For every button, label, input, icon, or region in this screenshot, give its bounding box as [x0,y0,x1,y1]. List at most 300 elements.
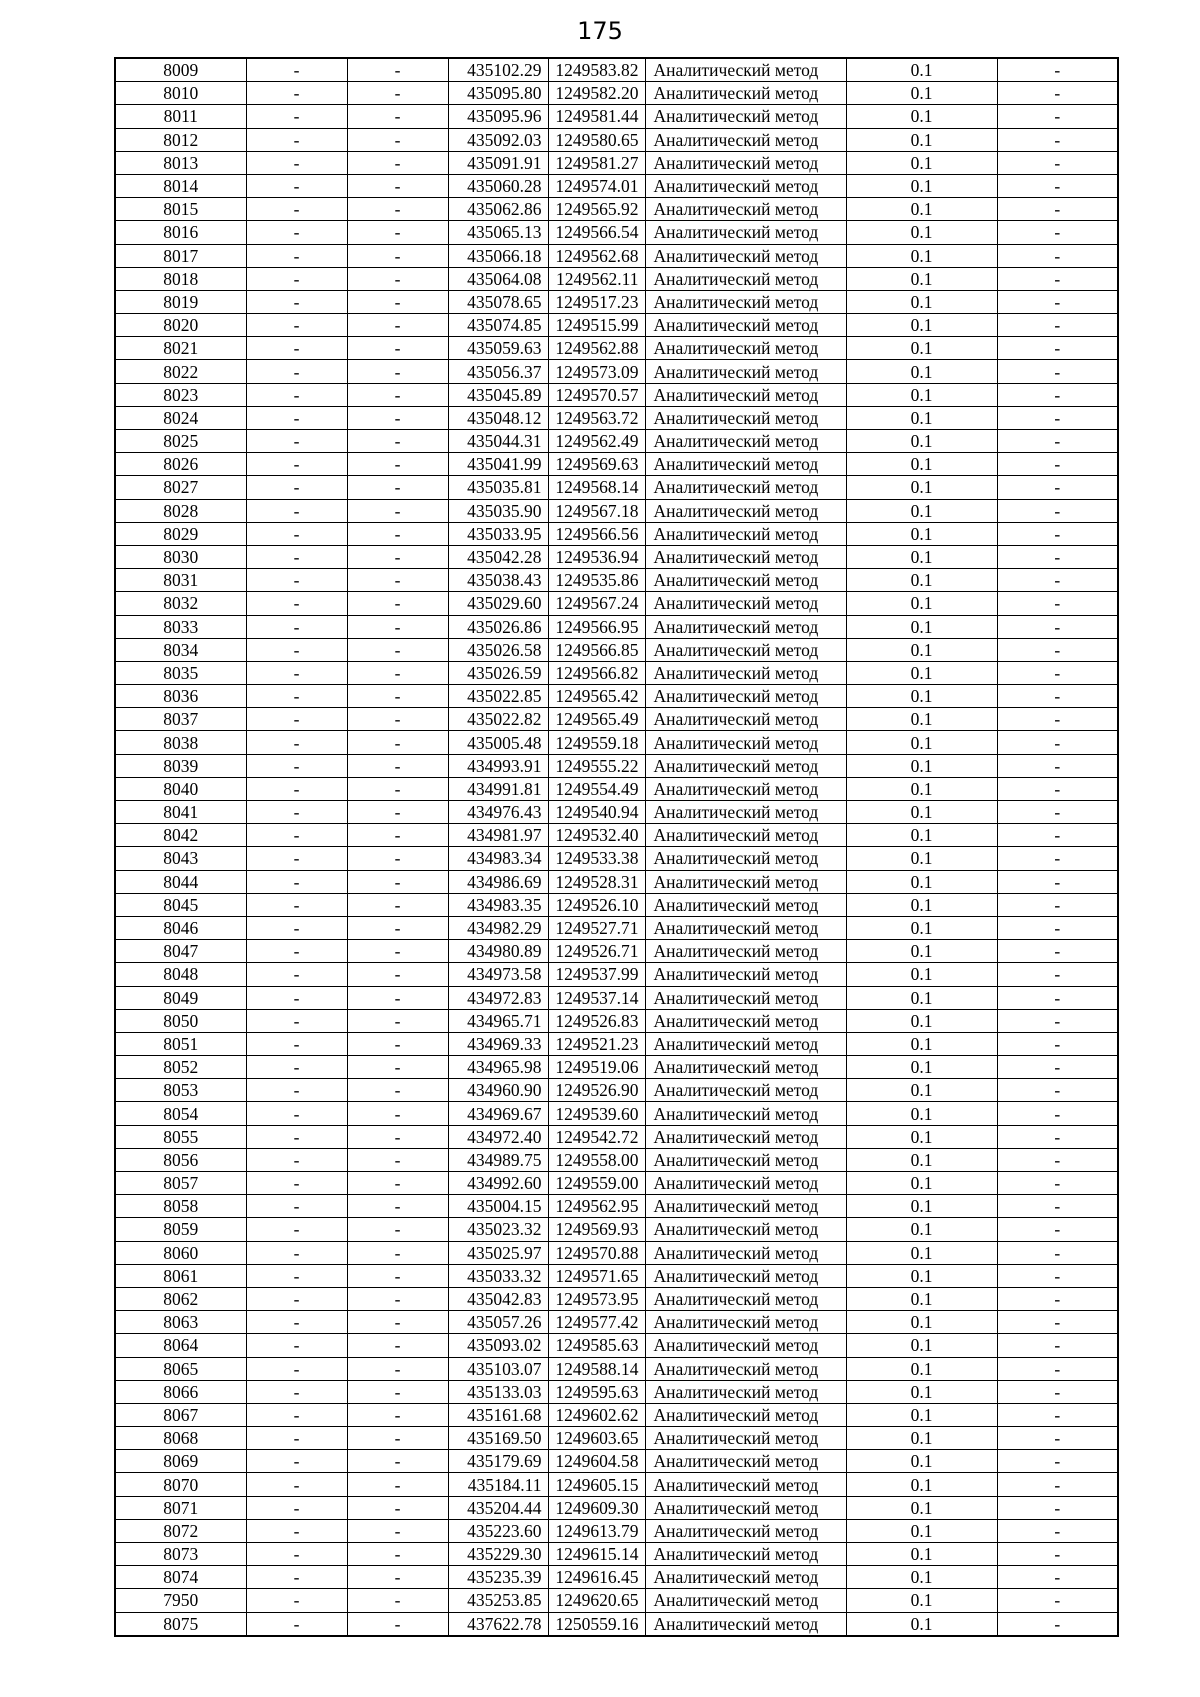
empty-value-cell: - [997,244,1118,267]
empty-value-cell: - [246,615,347,638]
table-row [115,337,1118,360]
point-number-cell: 8017 [115,244,246,267]
method-cell: Аналитический метод [645,801,846,824]
x-coordinate-cell: 434982.29 [448,916,548,939]
empty-value-cell: - [246,1218,347,1241]
x-coordinate-cell: 434969.33 [448,1032,548,1055]
precision-cell: 0.1 [846,1056,997,1079]
point-number-cell: 8050 [115,1009,246,1032]
y-coordinate-cell: 1249602.62 [548,1403,645,1426]
point-number-cell: 8035 [115,661,246,684]
empty-value-cell: - [997,916,1118,939]
x-coordinate-cell: 435093.02 [448,1334,548,1357]
table-row [115,963,1118,986]
empty-value-cell: - [997,1566,1118,1589]
y-coordinate-cell: 1249562.49 [548,430,645,453]
y-coordinate-cell: 1249562.68 [548,244,645,267]
table-row [115,1427,1118,1450]
empty-value-cell: - [997,1079,1118,1102]
table-row [115,638,1118,661]
x-coordinate-cell: 435092.03 [448,128,548,151]
precision-cell: 0.1 [846,569,997,592]
x-coordinate-cell: 435038.43 [448,569,548,592]
precision-cell: 0.1 [846,615,997,638]
x-coordinate-cell: 435004.15 [448,1195,548,1218]
empty-value-cell: - [347,1612,448,1636]
empty-value-cell: - [997,105,1118,128]
empty-value-cell: - [347,174,448,197]
point-number-cell: 8012 [115,128,246,151]
empty-value-cell: - [246,777,347,800]
precision-cell: 0.1 [846,1009,997,1032]
empty-value-cell: - [246,383,347,406]
table-row [115,314,1118,337]
x-coordinate-cell: 435022.82 [448,708,548,731]
empty-value-cell: - [246,847,347,870]
empty-value-cell: - [347,244,448,267]
point-number-cell: 8030 [115,545,246,568]
y-coordinate-cell: 1249536.94 [548,545,645,568]
point-number-cell: 8016 [115,221,246,244]
precision-cell: 0.1 [846,893,997,916]
empty-value-cell: - [997,1056,1118,1079]
table-row [115,58,1118,82]
y-coordinate-cell: 1249519.06 [548,1056,645,1079]
precision-cell: 0.1 [846,337,997,360]
table-row [115,1218,1118,1241]
x-coordinate-cell: 435022.85 [448,685,548,708]
empty-value-cell: - [997,1380,1118,1403]
method-cell: Аналитический метод [645,1264,846,1287]
y-coordinate-cell: 1249562.88 [548,337,645,360]
precision-cell: 0.1 [846,1543,997,1566]
precision-cell: 0.1 [846,1566,997,1589]
x-coordinate-cell: 437622.78 [448,1612,548,1636]
empty-value-cell: - [997,1589,1118,1612]
table-row [115,1403,1118,1426]
y-coordinate-cell: 1249540.94 [548,801,645,824]
table-row [115,1311,1118,1334]
point-number-cell: 8049 [115,986,246,1009]
point-number-cell: 8028 [115,499,246,522]
empty-value-cell: - [997,708,1118,731]
precision-cell: 0.1 [846,1496,997,1519]
empty-value-cell: - [997,1172,1118,1195]
empty-value-cell: - [246,1496,347,1519]
empty-value-cell: - [347,847,448,870]
empty-value-cell: - [997,174,1118,197]
empty-value-cell: - [997,151,1118,174]
precision-cell: 0.1 [846,1427,997,1450]
point-number-cell: 8033 [115,615,246,638]
empty-value-cell: - [997,128,1118,151]
precision-cell: 0.1 [846,174,997,197]
table-row [115,221,1118,244]
x-coordinate-cell: 435091.91 [448,151,548,174]
table-row [115,731,1118,754]
table-row [115,198,1118,221]
point-number-cell: 8042 [115,824,246,847]
empty-value-cell: - [246,1148,347,1171]
x-coordinate-cell: 434972.83 [448,986,548,1009]
y-coordinate-cell: 1249559.18 [548,731,645,754]
point-number-cell: 8055 [115,1125,246,1148]
empty-value-cell: - [347,1450,448,1473]
point-number-cell: 8052 [115,1056,246,1079]
y-coordinate-cell: 1249567.24 [548,592,645,615]
precision-cell: 0.1 [846,198,997,221]
point-number-cell: 8046 [115,916,246,939]
table-row [115,1334,1118,1357]
empty-value-cell: - [347,1543,448,1566]
empty-value-cell: - [347,1009,448,1032]
empty-value-cell: - [997,685,1118,708]
y-coordinate-cell: 1249565.49 [548,708,645,731]
empty-value-cell: - [347,1589,448,1612]
x-coordinate-cell: 435033.95 [448,522,548,545]
empty-value-cell: - [246,638,347,661]
empty-value-cell: - [246,1334,347,1357]
empty-value-cell: - [997,337,1118,360]
y-coordinate-cell: 1249588.14 [548,1357,645,1380]
x-coordinate-cell: 435042.28 [448,545,548,568]
method-cell: Аналитический метод [645,522,846,545]
point-number-cell: 8059 [115,1218,246,1241]
empty-value-cell: - [246,1566,347,1589]
precision-cell: 0.1 [846,1311,997,1334]
empty-value-cell: - [997,777,1118,800]
precision-cell: 0.1 [846,1519,997,1542]
precision-cell: 0.1 [846,314,997,337]
table-row [115,105,1118,128]
precision-cell: 0.1 [846,1125,997,1148]
precision-cell: 0.1 [846,1218,997,1241]
empty-value-cell: - [997,801,1118,824]
empty-value-cell: - [246,569,347,592]
precision-cell: 0.1 [846,870,997,893]
empty-value-cell: - [997,1357,1118,1380]
y-coordinate-cell: 1249604.58 [548,1450,645,1473]
empty-value-cell: - [347,453,448,476]
method-cell: Аналитический метод [645,685,846,708]
empty-value-cell: - [347,82,448,105]
empty-value-cell: - [997,1496,1118,1519]
method-cell: Аналитический метод [645,1380,846,1403]
y-coordinate-cell: 1249565.92 [548,198,645,221]
x-coordinate-cell: 434993.91 [448,754,548,777]
empty-value-cell: - [347,1148,448,1171]
empty-value-cell: - [997,940,1118,963]
empty-value-cell: - [347,1287,448,1310]
point-number-cell: 8057 [115,1172,246,1195]
x-coordinate-cell: 435066.18 [448,244,548,267]
method-cell: Аналитический метод [645,1241,846,1264]
precision-cell: 0.1 [846,801,997,824]
empty-value-cell: - [246,661,347,684]
empty-value-cell: - [347,1218,448,1241]
table-row [115,1195,1118,1218]
empty-value-cell: - [347,1056,448,1079]
empty-value-cell: - [246,58,347,82]
y-coordinate-cell: 1249521.23 [548,1032,645,1055]
precision-cell: 0.1 [846,499,997,522]
method-cell: Аналитический метод [645,128,846,151]
table-row [115,1473,1118,1496]
table-row [115,1102,1118,1125]
table-row [115,1543,1118,1566]
empty-value-cell: - [246,1543,347,1566]
point-number-cell: 8023 [115,383,246,406]
method-cell: Аналитический метод [645,638,846,661]
table-row [115,1589,1118,1612]
y-coordinate-cell: 1249515.99 [548,314,645,337]
x-coordinate-cell: 434960.90 [448,1079,548,1102]
precision-cell: 0.1 [846,777,997,800]
empty-value-cell: - [246,893,347,916]
empty-value-cell: - [997,221,1118,244]
point-number-cell: 8043 [115,847,246,870]
method-cell: Аналитический метод [645,708,846,731]
precision-cell: 0.1 [846,267,997,290]
point-number-cell: 8013 [115,151,246,174]
empty-value-cell: - [246,940,347,963]
point-number-cell: 8047 [115,940,246,963]
empty-value-cell: - [246,1589,347,1612]
method-cell: Аналитический метод [645,847,846,870]
empty-value-cell: - [997,1427,1118,1450]
table-row [115,1172,1118,1195]
x-coordinate-cell: 435223.60 [448,1519,548,1542]
method-cell: Аналитический метод [645,499,846,522]
method-cell: Аналитический метод [645,360,846,383]
x-coordinate-cell: 434965.71 [448,1009,548,1032]
x-coordinate-cell: 435026.58 [448,638,548,661]
precision-cell: 0.1 [846,1148,997,1171]
empty-value-cell: - [997,314,1118,337]
method-cell: Аналитический метод [645,406,846,429]
empty-value-cell: - [997,1102,1118,1125]
empty-value-cell: - [347,522,448,545]
y-coordinate-cell: 1249603.65 [548,1427,645,1450]
table-row [115,685,1118,708]
table-row [115,916,1118,939]
empty-value-cell: - [997,893,1118,916]
y-coordinate-cell: 1249581.27 [548,151,645,174]
empty-value-cell: - [347,58,448,82]
precision-cell: 0.1 [846,1032,997,1055]
empty-value-cell: - [246,1427,347,1450]
empty-value-cell: - [997,661,1118,684]
x-coordinate-cell: 435056.37 [448,360,548,383]
method-cell: Аналитический метод [645,824,846,847]
x-coordinate-cell: 435065.13 [448,221,548,244]
empty-value-cell: - [246,406,347,429]
empty-value-cell: - [347,1195,448,1218]
x-coordinate-cell: 435102.29 [448,58,548,82]
x-coordinate-cell: 435062.86 [448,198,548,221]
x-coordinate-cell: 435229.30 [448,1543,548,1566]
precision-cell: 0.1 [846,1357,997,1380]
table-row [115,430,1118,453]
method-cell: Аналитический метод [645,569,846,592]
x-coordinate-cell: 435042.83 [448,1287,548,1310]
x-coordinate-cell: 434980.89 [448,940,548,963]
method-cell: Аналитический метод [645,940,846,963]
precision-cell: 0.1 [846,1287,997,1310]
y-coordinate-cell: 1249620.65 [548,1589,645,1612]
method-cell: Аналитический метод [645,1311,846,1334]
empty-value-cell: - [347,870,448,893]
y-coordinate-cell: 1249558.00 [548,1148,645,1171]
precision-cell: 0.1 [846,916,997,939]
y-coordinate-cell: 1249574.01 [548,174,645,197]
point-number-cell: 8034 [115,638,246,661]
table-row [115,615,1118,638]
empty-value-cell: - [246,476,347,499]
point-number-cell: 8009 [115,58,246,82]
empty-value-cell: - [246,916,347,939]
x-coordinate-cell: 435035.81 [448,476,548,499]
empty-value-cell: - [997,360,1118,383]
method-cell: Аналитический метод [645,986,846,1009]
y-coordinate-cell: 1249542.72 [548,1125,645,1148]
empty-value-cell: - [347,1079,448,1102]
table-row [115,1519,1118,1542]
precision-cell: 0.1 [846,1264,997,1287]
precision-cell: 0.1 [846,360,997,383]
empty-value-cell: - [347,940,448,963]
empty-value-cell: - [997,615,1118,638]
table-row [115,754,1118,777]
empty-value-cell: - [347,151,448,174]
empty-value-cell: - [246,1056,347,1079]
table-row [115,290,1118,313]
empty-value-cell: - [246,545,347,568]
empty-value-cell: - [246,267,347,290]
empty-value-cell: - [997,847,1118,870]
method-cell: Аналитический метод [645,777,846,800]
y-coordinate-cell: 1249616.45 [548,1566,645,1589]
point-number-cell: 8063 [115,1311,246,1334]
x-coordinate-cell: 435025.97 [448,1241,548,1264]
empty-value-cell: - [347,1102,448,1125]
empty-value-cell: - [997,963,1118,986]
table-row [115,1079,1118,1102]
point-number-cell: 8036 [115,685,246,708]
precision-cell: 0.1 [846,453,997,476]
x-coordinate-cell: 435041.99 [448,453,548,476]
table-row [115,545,1118,568]
method-cell: Аналитический метод [645,105,846,128]
x-coordinate-cell: 435169.50 [448,1427,548,1450]
y-coordinate-cell: 1249537.99 [548,963,645,986]
y-coordinate-cell: 1249613.79 [548,1519,645,1542]
empty-value-cell: - [347,685,448,708]
x-coordinate-cell: 435045.89 [448,383,548,406]
precision-cell: 0.1 [846,754,997,777]
precision-cell: 0.1 [846,1334,997,1357]
method-cell: Аналитический метод [645,754,846,777]
table-row [115,592,1118,615]
point-number-cell: 8056 [115,1148,246,1171]
precision-cell: 0.1 [846,383,997,406]
precision-cell: 0.1 [846,430,997,453]
precision-cell: 0.1 [846,824,997,847]
precision-cell: 0.1 [846,1612,997,1636]
empty-value-cell: - [246,708,347,731]
table-row [115,1264,1118,1287]
method-cell: Аналитический метод [645,476,846,499]
empty-value-cell: - [347,1380,448,1403]
precision-cell: 0.1 [846,1241,997,1264]
method-cell: Аналитический метод [645,290,846,313]
y-coordinate-cell: 1249595.63 [548,1380,645,1403]
y-coordinate-cell: 1249571.65 [548,1264,645,1287]
table-row [115,569,1118,592]
y-coordinate-cell: 1249533.38 [548,847,645,870]
point-number-cell: 8058 [115,1195,246,1218]
empty-value-cell: - [997,1311,1118,1334]
point-number-cell: 8021 [115,337,246,360]
x-coordinate-cell: 434972.40 [448,1125,548,1148]
empty-value-cell: - [246,198,347,221]
empty-value-cell: - [347,1334,448,1357]
page-number: 175 [577,17,623,45]
point-number-cell: 8067 [115,1403,246,1426]
precision-cell: 0.1 [846,244,997,267]
x-coordinate-cell: 435078.65 [448,290,548,313]
point-number-cell: 8070 [115,1473,246,1496]
x-coordinate-cell: 435044.31 [448,430,548,453]
empty-value-cell: - [246,1009,347,1032]
empty-value-cell: - [347,1473,448,1496]
table-row [115,661,1118,684]
method-cell: Аналитический метод [645,731,846,754]
empty-value-cell: - [347,1403,448,1426]
y-coordinate-cell: 1249527.71 [548,916,645,939]
x-coordinate-cell: 435059.63 [448,337,548,360]
empty-value-cell: - [246,499,347,522]
method-cell: Аналитический метод [645,1125,846,1148]
empty-value-cell: - [997,406,1118,429]
point-number-cell: 8061 [115,1264,246,1287]
x-coordinate-cell: 435029.60 [448,592,548,615]
empty-value-cell: - [347,708,448,731]
point-number-cell: 8048 [115,963,246,986]
empty-value-cell: - [246,360,347,383]
y-coordinate-cell: 1249583.82 [548,58,645,82]
method-cell: Аналитический метод [645,1357,846,1380]
table-row [115,267,1118,290]
precision-cell: 0.1 [846,545,997,568]
point-number-cell: 8065 [115,1357,246,1380]
precision-cell: 0.1 [846,522,997,545]
x-coordinate-cell: 434991.81 [448,777,548,800]
y-coordinate-cell: 1249573.09 [548,360,645,383]
x-coordinate-cell: 434986.69 [448,870,548,893]
method-cell: Аналитический метод [645,453,846,476]
empty-value-cell: - [246,221,347,244]
x-coordinate-cell: 435184.11 [448,1473,548,1496]
point-number-cell: 8064 [115,1334,246,1357]
precision-cell: 0.1 [846,592,997,615]
empty-value-cell: - [997,754,1118,777]
empty-value-cell: - [246,801,347,824]
table-row [115,777,1118,800]
y-coordinate-cell: 1249567.18 [548,499,645,522]
empty-value-cell: - [347,1311,448,1334]
method-cell: Аналитический метод [645,1450,846,1473]
